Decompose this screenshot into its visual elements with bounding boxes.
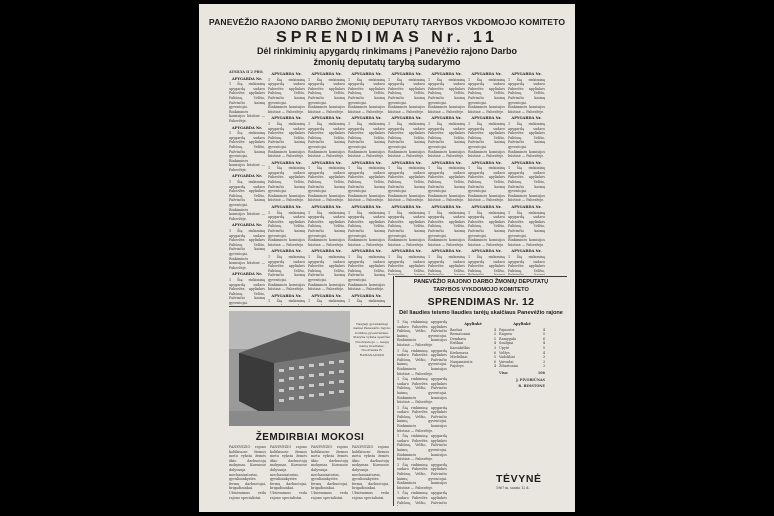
divider [393, 276, 394, 506]
district-text: 1 Šią rinkiminę apygardą sudaro Paberžės apylinkės Paliūnų, Velžio, Pažvinčio kaimų gyventojai. Rinkiminės komisijos būstinė — Paberžėje. [388, 77, 425, 114]
date-line: ATSILYA II 2 PRO. [229, 70, 264, 74]
district-text: 1 Šią rinkiminę apygardą sudaro Paberžės apylinkės Paliūnų, Velžio, Pažvinčio kaimų gyventojai. Rinkiminės komisijos būstinė — Paberžėje. [428, 77, 465, 114]
table-cell-name: Ėriškiai [450, 341, 464, 346]
district-text: 1 Šią rinkiminę apygardą sudaro Paberžės apylinkės Paliūnų, Velžio, [388, 254, 425, 273]
table-cell-count: 4 [542, 327, 545, 332]
district-text: 1 Šią rinkiminę apygardą sudaro Paberžės apylinkės Paliūnų, Velžio, [428, 254, 465, 273]
decision12-title: SPRENDIMAS Nr. 12 [427, 296, 535, 308]
table-cell-name: Raguva [499, 332, 512, 337]
district-text: 1 Šią rinkiminę apygardą sudaro Paberžės apylinkės Paliūnų, Velžio, Pažvinčio kaimų gyventojai. Rinkiminės komisijos būstinė — Paberžėje. [468, 210, 505, 247]
district-heading: APYGARDA Nr. [271, 116, 302, 121]
district-text: 1 Šią rinkiminę apygardą sudaro Paberžės apylinkės Paliūnų, Velžio, Pažvinčio kaimų gyventojai. Rinkiminės komisijos būstinė — Paberžėje. [388, 121, 425, 159]
table-cell-name: Smilgiai [499, 341, 514, 346]
district-heading: APYGARDA Nr. [351, 205, 382, 210]
district-heading: APYGARDA Nr. [431, 205, 462, 210]
total-label: Viso: [499, 370, 509, 375]
district-heading: APYGARDA Nr. [271, 160, 302, 165]
table-cell-name: Velžys [499, 350, 510, 355]
district-heading: APYGARDA Nr. [271, 72, 302, 76]
district-heading: APYGARDA Nr. [431, 160, 462, 165]
district-text: 1 Šią rinkiminę apygardą sudaro Paberžės apylinkės Paliūnų, Velžio, Pažvinčio kaimų gyventojai. Rinkiminės komisijos būstinė — Paberžėje. [268, 121, 305, 159]
district-text: 1 Šią rinkiminę apygardą sudaro Paberžės apylinkės Paliūnų, Velžio, Pažvinčio kaimų gyventojai. Rinkiminės komisijos būstinė — Paberžėje. [468, 166, 505, 203]
district-text: 1 Šią rinkiminę apygardą sudaro Paberžės apylinkės Paliūnų, Velžio, Pažvinčio kaimų gyventojai. Rinkiminės komisijos būstinė — Paberžėje. [268, 254, 305, 292]
district-text: 1 Šią rinkiminę apygardą sudaro Paberžės apylinkės Paliūnų, Velžio, Pažvinčio kaimų gyventojai. Rinkiminės komisijos būstinė — Paberžėje. [229, 229, 265, 270]
newspaper-page [199, 4, 575, 512]
text-column-6 [428, 70, 465, 275]
table-header: Apylinkė [513, 322, 531, 326]
table-cell-name: Ramygala [499, 336, 517, 341]
district-heading: APYGARDA Nr. [351, 249, 382, 254]
table-cell-name: Krekenava [450, 350, 469, 355]
article-text: PANEVĖŽIO rajono kolūkiuose žiemos metu vyksta žemės ūkio darbuotojų mokymas. Kursuose dalyvauja mechanizatoriai, gyvulininkystės fermų darbuotojai, brigadininkai. Užsiėmimus veda rajono specialistai. [352, 445, 389, 500]
district-text: 1 Šią rinkiminę apygardą sudaro Paberžės apylinkės Paliūnų, Velžio, Pažvinčio kaimų gyventojai. Rinkiminės komisijos būstinė — Paberžėje. [388, 210, 425, 247]
table-cell-count: 4 [493, 341, 496, 346]
district-heading: APYGARDA Nr. [511, 249, 542, 254]
table-cell-count: 3 [542, 359, 545, 364]
table-cell-name: Vadokliai [499, 355, 515, 360]
newspaper-date: 1967 m. sausio 12 d. [496, 486, 530, 490]
district-text: 1 Šią rinkiminę apygardą sudaro Paberžės apylinkės Paliūnų, Velžio, Pažvinčio kaimų gyventojai. Rinkiminės komisijos būstinė — Paberžėje. [468, 77, 505, 114]
text-column-3 [308, 70, 345, 305]
district-heading: APYGARDA Nr. [471, 205, 502, 210]
table-cell-name: Dembava [450, 336, 467, 341]
district-heading: APYGARDA Nr. [311, 72, 342, 76]
decision-subtitle-line1: Dėl rinkiminių apygardų rinkimams į Panevėžio rajono Darbo [256, 46, 518, 56]
table-row [450, 364, 496, 369]
district-heading: APYGARDA Nr. [271, 293, 302, 298]
district-heading: APYGARDA Nr. [511, 160, 542, 165]
table-cell-count: 4 [493, 364, 496, 369]
district-text: 1 Šią rinkiminę [348, 299, 385, 304]
district-heading: APYGARDA Nr. [231, 174, 263, 179]
assessor-table-1 [450, 320, 496, 506]
district-text: 1 Šią rinkiminę [268, 299, 305, 304]
table-cell-name: Žibartoniai [499, 364, 519, 369]
text-column-1 [229, 70, 265, 305]
district-text: 1 Šią rinkiminę apygardą sudaro Paberžės apylinkės Paliūnų, Velžio, Pažvinčio kaimų gyventojai. Rinkiminės komisijos būstinė — Paberžėje. [428, 121, 465, 159]
signature: J. PIVORIŪNAS [516, 377, 545, 382]
district-heading: APYGARDA Nr. [231, 223, 263, 228]
district-text: 1 Šią rinkiminę [308, 299, 345, 304]
district-text: 1 Šią rinkiminę apygardą sudaro Paberžės apylinkės Paliūnų, Velžio, Pažvinčio kaimų gyventojai. Rinkiminės komisijos būstinė — Paberžėje. [348, 210, 385, 247]
district-heading: APYGARDA Nr. [471, 160, 502, 165]
divider [395, 276, 567, 277]
article-text: PANEVĖŽIO rajono kolūkiuose žiemos metu vyksta žemės ūkio darbuotojų mokymas. Kursuose dalyvauja mechanizatoriai, gyvulininkystės fermų darbuotojai, brigadininkai. Užsiėmimus veda rajono specialistai. [229, 445, 266, 500]
table-cell-count: 3 [542, 355, 545, 360]
table-cell-count: 5 [493, 336, 496, 341]
divider [229, 306, 391, 307]
decision12-text-para: 1 Šią rinkiminę apygardą sudaro Paberžės apylinkės Paliūnų, Velžio, Pažvinčio kaimų gyventojai. Rinkiminės komisijos būstinė — Paberžėje. [397, 348, 447, 376]
district-text: 1 Šią rinkiminę apygardą sudaro Paberžės apylinkės Paliūnų, Velžio, Pažvinčio kaimų gyventojai. Rinkiminės komisijos būstinė — Paberžėje. [508, 166, 545, 203]
table-cell-count: 4 [493, 327, 496, 332]
decision12-text-para: 1 Šią rinkiminę apygardą sudaro Paberžės apylinkės Paliūnų, Velžio, Pažvinčio kaimų gyventojai. Rinkiminės komisijos būstinė — Paberžėje. [397, 462, 447, 490]
district-heading: APYGARDA Nr. [351, 160, 382, 165]
text-column-2 [268, 70, 305, 305]
district-heading: APYGARDA Nr. [311, 293, 342, 298]
district-heading: APYGARDA Nr. [471, 72, 502, 76]
district-text: 1 Šią rinkiminę apygardą sudaro Paberžės apylinkės Paliūnų, Velžio, Pažvinčio kaimų gyventojai. Rinkiminės komisijos būstinė — Paberžėje. [468, 121, 505, 159]
district-text: 1 Šią rinkiminę apygardą sudaro Paberžės apylinkės Paliūnų, Velžio, Pažvinčio kaimų gyventojai. Rinkiminės komisijos būstinė — Paberžėje. [428, 210, 465, 247]
district-text: 1 Šią rinkiminę apygardą sudaro Paberžės apylinkės Paliūnų, Velžio, [508, 254, 545, 273]
district-text: 1 Šią rinkiminę apygardą sudaro Paberžės apylinkės Paliūnų, Velžio, Pažvinčio kaimų gyventojai. Rinkiminės komisijos būstinė — Paberžėje. [348, 121, 385, 159]
table-cell-name: Karsakiškis [450, 345, 470, 350]
district-heading: APYGARDA Nr. [511, 205, 542, 210]
district-heading: APYGARDA Nr. [511, 116, 542, 121]
district-heading: APYGARDA Nr. [391, 72, 422, 76]
district-heading: APYGARDA Nr. [311, 205, 342, 210]
table-cell-count: 6 [493, 350, 496, 355]
district-text: 1 Šią rinkiminę apygardą sudaro Paberžės apylinkės Paliūnų, Velžio, Pažvinčio kaimų gyventojai. Rinkiminės komisijos būstinė — Paberžėje. [508, 121, 545, 159]
newspaper-logo: TĖVYNĖ [496, 473, 542, 485]
table-header: Apylinkė [464, 322, 482, 326]
district-text: 1 Šią rinkiminę apygardą sudaro Paberžės apylinkės Paliūnų, Velžio, Pažvinčio kaimų gyventojai. Rinkiminės komisijos būstinė — Paberžėje. [508, 77, 545, 114]
table-cell-name: Vaivadai [499, 359, 514, 364]
district-text: 1 Šią rinkiminę apygardą sudaro Paberžės apylinkės Paliūnų, Velžio, Pažvinčio kaimų gyventojai. Rinkiminės komisijos būstinė — Paberžėje. [348, 166, 385, 203]
table-cell-count: 5 [542, 332, 545, 337]
district-text: 1 Šią rinkiminę apygardą sudaro Paberžės apylinkės Paliūnų, Velžio, Pažvinčio kaimų gyventojai. Rinkiminės komisijos būstinė — Paberžėje. [508, 210, 545, 247]
text-column-7 [468, 70, 505, 275]
district-heading: APYGARDA Nr. [231, 272, 263, 277]
text-column-4 [348, 70, 385, 305]
table-cell-count: 3 [493, 345, 496, 350]
district-heading: APYGARDA Nr. [351, 293, 382, 298]
district-text: 1 Šią rinkiminę apygardą sudaro Paberžės apylinkės Paliūnų, Velžio, Pažvinčio kaimų gyventojai. Rinkiminės komisijos būstinė — Paberžėje. [428, 166, 465, 203]
table-cell-name: Bernatoniai [450, 332, 471, 337]
district-text: 1 Šią rinkiminę apygardą sudaro Paberžės apylinkės Paliūnų, Velžio, Pažvinčio kaimų gyventojai. Rinkiminės komisijos būstinė — Paberžėje. [268, 166, 305, 203]
district-text: 1 Šią rinkiminę apygardą sudaro Paberžės apylinkės Paliūnų, Velžio, Pažvinčio kaimų gyventojai. Rinkiminės komisijos būstinė — Paberžėje. [348, 77, 385, 114]
decision12-text-para: 1 Šią rinkiminę apygardą sudaro Paberžės apylinkės Paliūnų, Velžio, Pažvinčio kaimų gyventojai. Rinkiminės komisijos būstinė — Paberžėje. [397, 320, 447, 347]
table-cell-count: 5 [542, 345, 545, 350]
district-heading: APYGARDA Nr. [511, 72, 542, 76]
table-cell-count: 4 [542, 350, 545, 355]
text-column-8 [508, 70, 545, 275]
district-heading: APYGARDA Nr. [271, 249, 302, 254]
table-cell-name: Upytė [499, 345, 510, 350]
district-heading: APYGARDA Nr. [311, 249, 342, 254]
table-cell-name: Paįstrys [450, 364, 464, 369]
district-heading: APYGARDA Nr. [311, 160, 342, 165]
district-heading: APYGARDA Nr. [391, 160, 422, 165]
table-cell-name: Pajuostis [499, 327, 515, 332]
district-text: 1 Šią rinkiminę apygardą sudaro Paberžės apylinkės Paliūnų, Velžio, [468, 254, 505, 273]
decision12-header-line2: TARYBOS VYKDOMOJO KOMITETO [433, 287, 529, 293]
assessor-table-2 [499, 320, 545, 470]
district-heading: APYGARDA Nr. [311, 116, 342, 121]
district-text: 1 Šią rinkiminę apygardą sudaro Paberžės apylinkės Paliūnų, Velžio, Pažvinčio kaimų gyventojai. Rinkiminės komisijos būstinė — Paberžėje. [308, 166, 345, 203]
district-text: 1 Šią rinkiminę apygardą sudaro Paberžės apylinkės Paliūnų, Velžio, Pažvinčio kaimų gyventojai. Rinkiminės komisijos būstinė — Paberžėje. [308, 254, 345, 292]
decision12-text-para: 1 Šią rinkiminę apygardą sudaro Paberžės apylinkės Paliūnų, Velžio, Pažvinčio kaimų gyventojai. Rinkiminės komisijos būstinė — Paberžėje. [397, 377, 447, 405]
decision12-text-para: 1 Šią rinkiminę apygardą sudaro Paberžės apylinkės Paliūnų, Velžio, Pažvinčio kaimų gyventojai. Rinkiminės komisijos būstinė — Paberžėje. [397, 405, 447, 433]
district-text: 1 Šią rinkiminę apygardą sudaro Paberžės apylinkės Paliūnų, Velžio, Pažvinčio kaimų gyventojai. Rinkiminės komisijos būstinė — Paberžėje. [229, 131, 265, 172]
decision12-subtitle: Dėl liaudies teismo liaudies tarėjų skaičiaus Panevėžio rajone [399, 310, 563, 316]
table-cell-name: Baršiai [450, 327, 463, 332]
table-cell-count: 6 [493, 359, 496, 364]
decision12-text-para: 1 Šią rinkiminę apygardą sudaro Paberžės apylinkės Paliūnų, Velžio, Pažvinčio kaimų gyventojai. Rinkiminės komisijos būstinė — Paberžėje. [397, 434, 447, 462]
district-heading: APYGARDA Nr. [471, 249, 502, 254]
text-column-5 [388, 70, 425, 275]
table-cell-name: Miežiškiai [450, 355, 468, 360]
table-cell-count: 6 [542, 336, 545, 341]
table-cell-count: 4 [542, 341, 545, 346]
district-heading: APYGARDA Nr. [351, 116, 382, 121]
article-body [229, 445, 389, 505]
district-heading: APYGARDA Nr. [231, 125, 263, 130]
table-cell-name: Naujamiestis [450, 359, 473, 364]
table-cell-count: 3 [542, 364, 545, 369]
table-row [499, 364, 545, 369]
district-heading: APYGARDA Nr. [231, 76, 263, 81]
table-total [499, 371, 545, 376]
district-text: 1 Šią rinkiminę apygardą sudaro Paberžės apylinkės Paliūnų, Velžio, Pažvinčio kaimų gyventojai. Rinkiminės komisijos būstinė — Paberžėje. [268, 210, 305, 247]
district-text: 1 Šią rinkiminę apygardą sudaro Paberžės apylinkės Paliūnų, Velžio, Pažvinčio kaimų gyventojai. Rinkiminės komisijos būstinė — Paberžėje. [308, 210, 345, 247]
total-value: 106 [537, 370, 545, 375]
decision-subtitle-line2: žmonių deputatų tarybą sudarymo [313, 57, 461, 67]
district-text: 1 Šią rinkiminę apygardą sudaro Paberžės apylinkės Paliūnų, Velžio, Pažvinčio kaimų gyventojai. Rinkiminės komisijos būstinė — Paberžėje. [308, 121, 345, 159]
signature: R. BESSTONE [518, 384, 545, 389]
table-cell-count: 5 [493, 355, 496, 360]
photo-buildings [229, 311, 350, 426]
decision-title: SPRENDIMAS Nr. 11 [276, 29, 498, 46]
decision12-text [397, 320, 447, 506]
article-title: ŽEMDIRBIAI MOKOSI [255, 432, 365, 443]
district-text: 1 Šią rinkiminę apygardą sudaro Paberžės apylinkės Paliūnų, Velžio, Pažvinčio kaimų gyventojai. Rinkiminės komisijos būstinė — Paberžėje. [229, 82, 265, 123]
district-text: 1 Šią rinkiminę apygardą sudaro Paberžės apylinkės Paliūnų, Velžio, Pažvinčio kaimų gyventojai. Rinkiminės komisijos būstinė — Paberžėje. [388, 166, 425, 203]
district-text: 1 Šią rinkiminę apygardą sudaro Paberžės apylinkės Paliūnų, Velžio, Pažvinčio kaimų gyventojai. Rinkiminės komisijos būstinė — Paberžėje. [229, 180, 265, 221]
decision12-header-line1: PANEVĖŽIO RAJONO DARBO ŽMONIŲ DEPUTATŲ [413, 279, 549, 285]
photo-caption: Naujieji gyvenamieji namai Panevėžio rajono kolūkių gyvenvietėse. Statyba vyksta sparčiai. Nuotraukoje — naujų namų kvartalas. Nuotrauka R. RAMANAUSKO [353, 322, 391, 357]
decision12-text-para: 1 Šią rinkiminę apygardą sudaro Paberžės apylinkės Paliūnų, Velžio, Pažvinčio [397, 491, 447, 505]
district-heading: APYGARDA Nr. [391, 249, 422, 254]
district-heading: APYGARDA Nr. [391, 116, 422, 121]
district-heading: APYGARDA Nr. [431, 72, 462, 76]
district-text: 1 Šią rinkiminę apygardą sudaro Paberžės apylinkės Paliūnų, Velžio, Pažvinčio kaimų gyventojai. Rinkiminės komisijos būstinė — Paberžėje. [348, 254, 385, 292]
district-heading: APYGARDA Nr. [471, 116, 502, 121]
district-heading: APYGARDA Nr. [431, 116, 462, 121]
district-text: 1 Šią rinkiminę apygardą sudaro Paberžės apylinkės Paliūnų, Velžio, Pažvinčio kaimų gyventojai. Rinkiminės komisijos būstinė — Paberžėje. [268, 77, 305, 114]
district-text: 1 Šią rinkiminę apygardą sudaro Paberžės apylinkės Paliūnų, Velžio, Pažvinčio kaimų gyventojai. Rinkiminės komisijos būstinė — Paberžėje. [308, 77, 345, 114]
article-text: PANEVĖŽIO rajono kolūkiuose žiemos metu vyksta žemės ūkio darbuotojų mokymas. Kursuose dalyvauja mechanizatoriai, gyvulininkystės fermų darbuotojai, brigadininkai. Užsiėmimus veda rajono specialistai. [311, 445, 348, 500]
district-text: 1 Šią rinkiminę apygardą sudaro Paberžės apylinkės Paliūnų, Velžio, Pažvinčio kaimų gyventojai. [229, 277, 265, 305]
district-heading: APYGARDA Nr. [391, 205, 422, 210]
district-heading: APYGARDA Nr. [431, 249, 462, 254]
district-heading: APYGARDA Nr. [351, 72, 382, 76]
committee-header: PANEVĖŽIO RAJONO DARBO ŽMONIŲ DEPUTATŲ TARYBOS VKDOMOJO KOMITETO [208, 17, 566, 27]
table-cell-count: 3 [493, 332, 496, 337]
district-heading: APYGARDA Nr. [271, 205, 302, 210]
article-text: PANEVĖŽIO rajono kolūkiuose žiemos metu vyksta žemės ūkio darbuotojų mokymas. Kursuose dalyvauja mechanizatoriai, gyvulininkystės fermų darbuotojai, brigadininkai. Užsiėmimus veda rajono specialistai. [270, 445, 307, 500]
